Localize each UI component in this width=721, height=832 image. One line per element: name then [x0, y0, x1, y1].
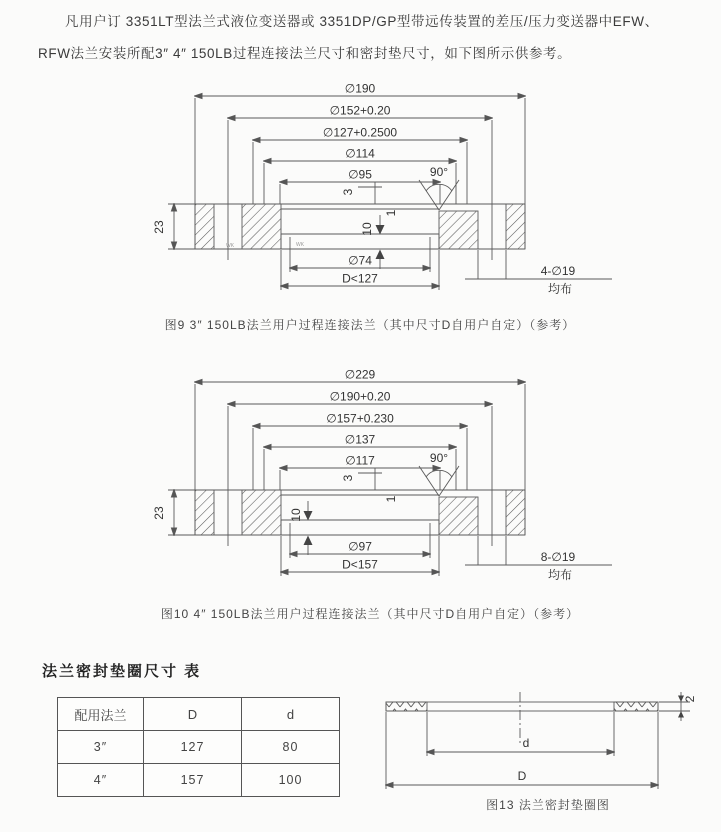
table-header-row — [58, 698, 340, 731]
fig9-bottom-dims — [281, 237, 439, 290]
fig10-dim-od: ∅229 — [344, 368, 376, 382]
fig9-dim-od: ∅190 — [344, 82, 376, 96]
fig10-chamfer-callout — [419, 451, 459, 496]
fig10-step-label: 3 — [341, 474, 355, 482]
fig10-lip-label: 1 — [384, 495, 398, 503]
table-row — [58, 731, 340, 764]
fig9-wk-mark-center: WK — [296, 242, 305, 248]
fig10-dim-bolt-circle: ∅190+0.20 — [329, 389, 391, 404]
col-header-flange: 配用法兰 — [58, 698, 144, 731]
fig10-dim-raised-face: ∅157+0.230 — [326, 411, 394, 426]
figure10-flange-drawing — [130, 368, 690, 598]
fig10-dimension-labels — [326, 368, 394, 468]
fig10-bolt-hole-callout — [465, 536, 612, 582]
intro-paragraph — [38, 6, 698, 71]
col-header-D: D — [144, 698, 242, 731]
cell-D-157: 157 — [144, 764, 242, 797]
fig10-bore-label: ∅97 — [348, 539, 372, 554]
fig10-center-step — [289, 468, 398, 555]
cell-d-80: 80 — [242, 731, 340, 764]
fig9-chamfer-callout — [419, 165, 459, 210]
fig10-groove-label: D<157 — [342, 557, 378, 572]
gasket-size-table — [57, 697, 340, 797]
fig9-lip-label: 1 — [384, 209, 398, 217]
fig9-thickness-label: 23 — [152, 220, 166, 234]
fig13-thickness-dim — [659, 692, 697, 721]
cell-flange-3: 3″ — [58, 731, 144, 764]
cell-d-100: 100 — [242, 764, 340, 797]
fig10-thickness-dim — [152, 490, 174, 535]
intro-line-2: RFW法兰安装所配3″ 4″ 150LB过程连接法兰尺寸和密封垫尺寸，如下图所示供参考。 — [38, 46, 572, 62]
table-row — [58, 764, 340, 797]
fig9-dimension-labels — [323, 82, 398, 182]
figure9-caption: 图9 3″ 150LB法兰用户过程连接法兰（其中尺寸D自用户自定）（参考） — [164, 318, 576, 332]
fig9-thickness-dim — [152, 204, 174, 249]
fig13-dim-D-label: D — [517, 769, 527, 783]
fig9-holes-label: 4-∅19 — [540, 264, 576, 278]
gasket-table-heading: 法兰密封垫圈尺寸 表 — [42, 663, 202, 680]
col-header-d: d — [242, 698, 340, 731]
fig10-holes-label: 8-∅19 — [540, 550, 576, 564]
fig10-dim-137: ∅137 — [344, 432, 376, 447]
fig10-dim-117: ∅117 — [345, 453, 375, 468]
fig9-angle-label: 90° — [429, 165, 449, 179]
figure13-caption: 图13 法兰密封垫圈图 — [486, 798, 610, 812]
fig9-dim-bolt-circle: ∅152+0.20 — [329, 103, 391, 118]
fig10-angle-label: 90° — [429, 451, 449, 465]
fig10-depth-label: 10 — [289, 508, 303, 522]
fig13-dim-d-label: d — [522, 736, 530, 750]
fig9-dim-95: ∅95 — [348, 167, 372, 182]
fig9-dim-raised-face: ∅127+0.2500 — [322, 125, 398, 140]
cell-flange-4: 4″ — [58, 764, 144, 797]
figure9-flange-drawing — [130, 82, 690, 312]
figure13-gasket-drawing — [378, 690, 718, 795]
fig10-thickness-label: 23 — [152, 506, 166, 520]
figure10-caption: 图10 4″ 150LB法兰用户过程连接法兰（其中尺寸D自用户自定）（参考） — [160, 607, 580, 621]
fig9-step-label: 3 — [341, 188, 355, 196]
fig9-dim-114: ∅114 — [345, 146, 375, 161]
fig10-flange-body — [168, 490, 525, 535]
cell-D-127: 127 — [144, 731, 242, 764]
fig10-evenly-label: 均布 — [547, 568, 573, 582]
fig9-bolt-hole-callout — [465, 250, 612, 296]
fig10-bottom-dims — [281, 523, 439, 576]
fig13-gasket-body — [386, 702, 658, 711]
fig9-flange-body — [168, 204, 525, 249]
fig9-bore-label: ∅74 — [348, 253, 372, 268]
intro-line-1: 凡用户订 3351LT型法兰式液位变送器或 3351DP/GP型带远传装置的差压/压力变送器中EFW、 — [65, 14, 659, 29]
fig9-groove-label: D<127 — [342, 271, 378, 286]
fig13-thickness-label: 2 — [683, 695, 697, 703]
fig9-evenly-label: 均布 — [547, 282, 573, 296]
fig9-depth-label: 10 — [360, 222, 374, 236]
fig9-wk-mark-left: WK — [226, 243, 235, 249]
